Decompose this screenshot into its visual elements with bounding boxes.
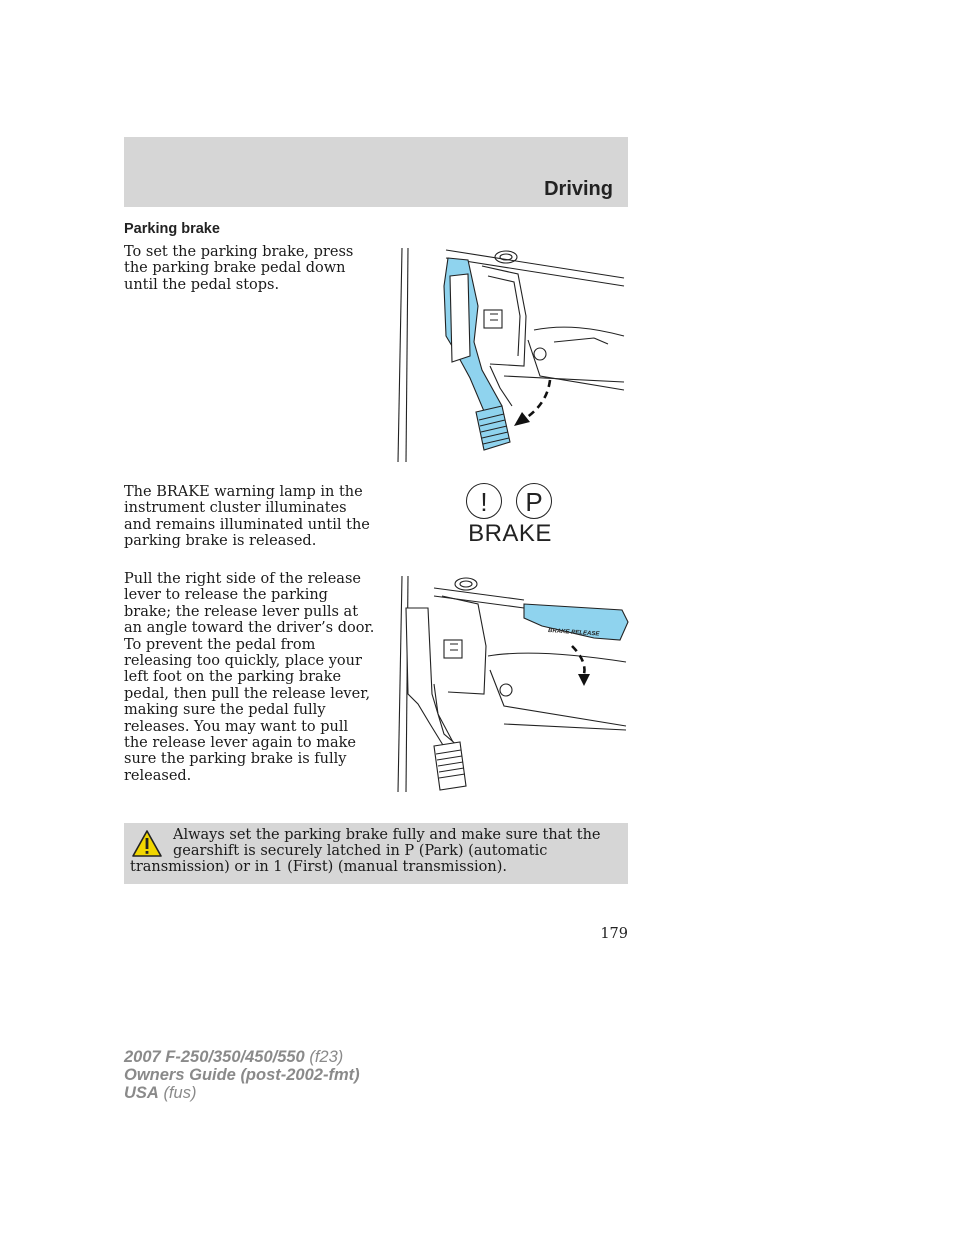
- paragraph-warning-lamp: The BRAKE warning lamp in the instrument cluster illuminates and remains illuminated until the parking brake is released.: [124, 484, 370, 550]
- paragraph-release: Pull the right side of the release lever to release the parking brake; the release lever pulls at an angle toward the driver’s door. To prevent the pedal from releasing too quickly, place your left foot on the parking brake pedal, then pull the release lever, making sure the pedal fully releases. You may want to pull the release lever again to make sure the parking brake is fully released.: [124, 571, 375, 784]
- brake-warning-lamp: [462, 483, 558, 549]
- park-icon: P: [516, 483, 552, 519]
- brake-lamp-text: BRAKE: [468, 520, 552, 547]
- exclamation-icon: !: [466, 483, 502, 519]
- brake-release-label: BRAKE RELEASE: [547, 628, 600, 638]
- paragraph-set-brake: To set the parking brake, press the parking brake pedal down until the pedal stops.: [124, 244, 354, 293]
- document-footer: [124, 1048, 360, 1102]
- footer-guide: Owners Guide (post-2002-fmt): [124, 1066, 360, 1084]
- subheading-parking-brake: Parking brake: [124, 221, 220, 237]
- footer-model: 2007 F-250/350/450/550: [124, 1048, 305, 1066]
- section-header-band: [124, 137, 628, 207]
- section-title: Driving: [544, 178, 613, 200]
- page-number: 179: [600, 926, 628, 942]
- footer-market: USA: [124, 1084, 159, 1102]
- warning-box: [124, 823, 628, 884]
- footer-market-code: (fus): [163, 1084, 197, 1102]
- footer-model-code: (f23): [309, 1048, 344, 1066]
- parking-brake-pedal-illustration: [394, 246, 628, 464]
- warning-text: Always set the parking brake fully and make sure that the gearshift is securely latched in P (Park) (automatic transmission) or in 1 (First) (manual transmission).: [130, 827, 601, 876]
- brake-release-lever-illustration: [394, 574, 630, 794]
